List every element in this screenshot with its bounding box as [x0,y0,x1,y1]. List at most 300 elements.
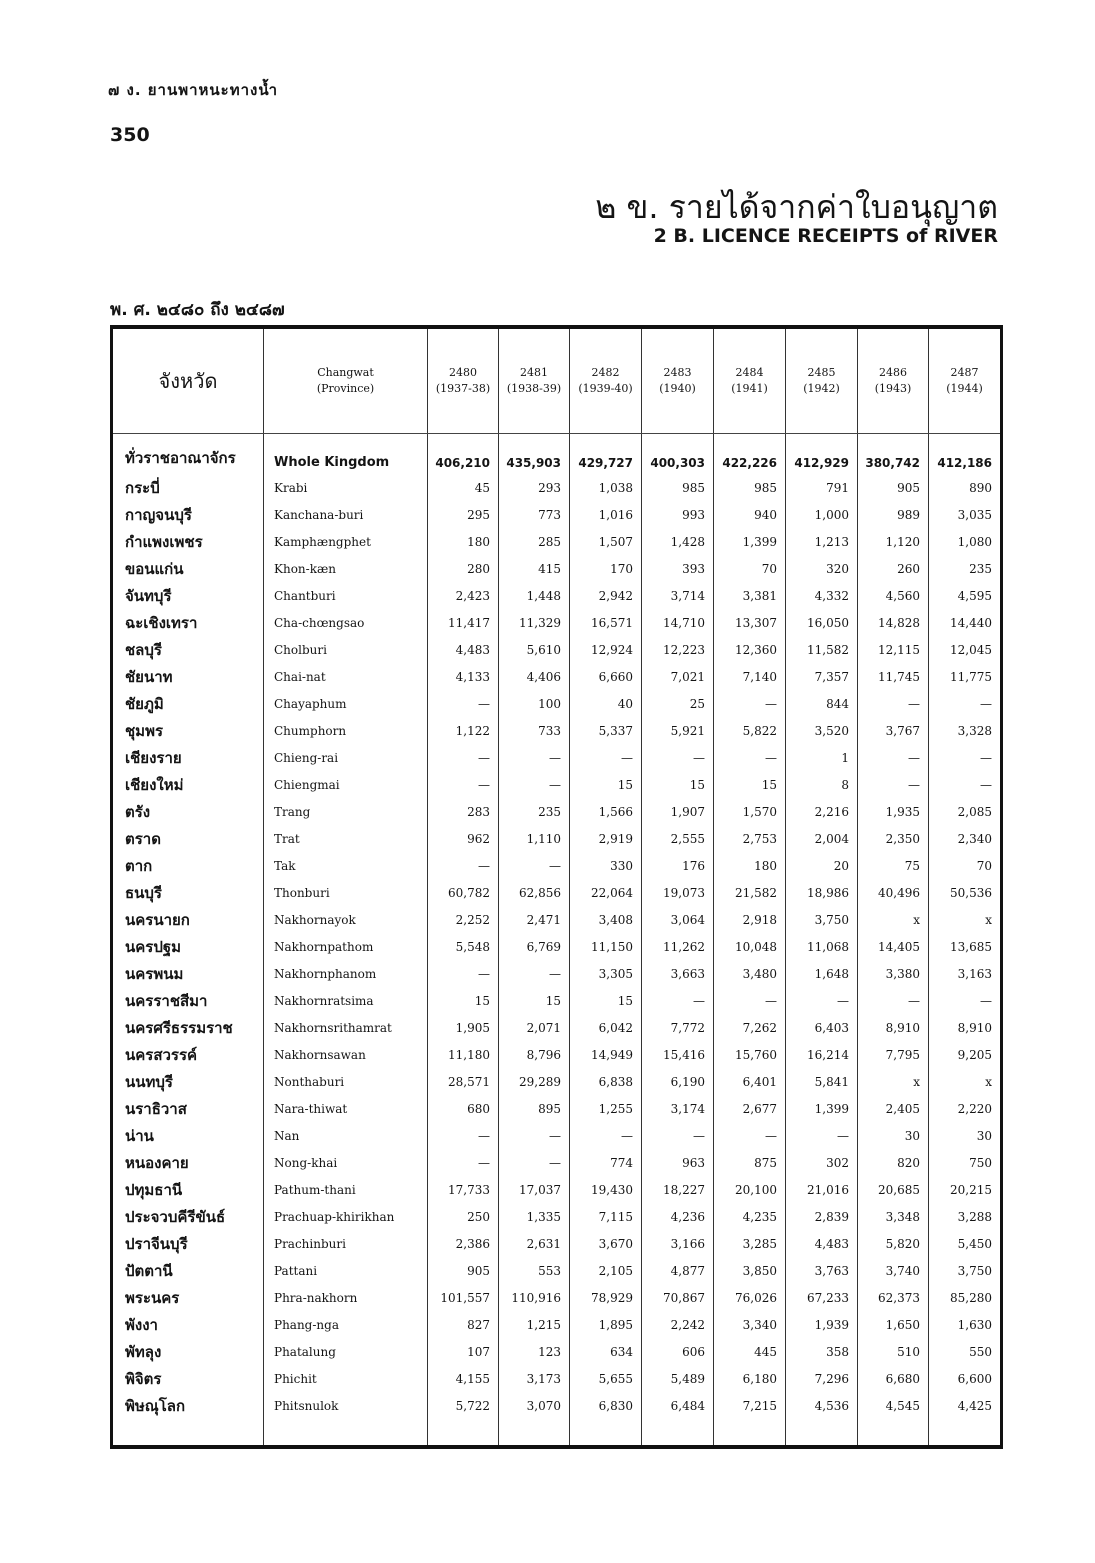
value-cell: 11,262 [642,933,714,960]
value-cell: 1,399 [786,1095,858,1122]
province-thai: ฉะเชิงเทรา [112,609,264,636]
table-row [112,1365,1002,1392]
value-cell: 634 [570,1338,642,1365]
value-cell: 2,220 [957,1101,992,1116]
value-cell: 3,663 [642,960,714,987]
value-cell: 6,680 [858,1365,929,1392]
province-english: Chumphorn [264,717,428,744]
value-cell: 750 [969,1155,992,1170]
value-cell: 5,655 [570,1365,642,1392]
value-cell: 302 [786,1149,858,1176]
value-cell: 890 [969,480,992,495]
value-cell: — [714,744,786,771]
value-cell: 85,280 [950,1290,992,1305]
table-row [112,1284,1002,1311]
value-cell: 20,685 [858,1176,929,1203]
value-cell: 180 [714,852,786,879]
value-cell: 3,670 [570,1230,642,1257]
province-english: Phang-nga [264,1311,428,1338]
province-english: Krabi [264,474,428,501]
value-cell: 19,430 [570,1176,642,1203]
value-cell: 7,772 [642,1014,714,1041]
value-cell: 29,289 [499,1068,570,1095]
value-cell: 320 [786,555,858,582]
province-thai: เชียงใหม่ [112,771,264,798]
value-cell: 14,828 [858,609,929,636]
value-cell: 1,110 [499,825,570,852]
value-cell: 11,180 [428,1041,499,1068]
value-cell: 1,566 [570,798,642,825]
value-cell: 820 [858,1149,929,1176]
licence-receipts-table [110,325,1003,1449]
province-english: Nakhornratsima [264,987,428,1014]
province-thai: ชุมพร [112,717,264,744]
value-cell: 1 [786,744,858,771]
value-cell: — [980,750,992,765]
value-cell: 4,483 [786,1230,858,1257]
table-row [112,1257,1002,1284]
value-cell: 435,903 [499,434,570,475]
table-row [112,960,1002,987]
province-english: Nan [264,1122,428,1149]
value-cell: 5,450 [957,1236,992,1251]
value-cell: 1,399 [714,528,786,555]
value-cell: 3,035 [957,507,992,522]
value-cell: 2,105 [570,1257,642,1284]
province-english: Kanchana-buri [264,501,428,528]
header-year: 2481 [520,366,548,379]
filler-cell [264,1419,428,1447]
province-english: Whole Kingdom [264,434,428,475]
value-cell: — [980,993,992,1008]
value-cell: 4,877 [642,1257,714,1284]
column-header-year [929,327,1002,434]
value-cell: 2,631 [499,1230,570,1257]
table-row [112,1014,1002,1041]
table-row [112,555,1002,582]
value-cell: 5,610 [499,636,570,663]
value-cell: 2,242 [642,1311,714,1338]
province-thai: พังงา [112,1311,264,1338]
header-year: 2487 [950,366,979,379]
value-cell: 25 [642,690,714,717]
province-thai: ทั่วราชอาณาจักร [112,434,264,475]
value-cell: — [858,744,929,771]
province-thai: ชัยภูมิ [112,690,264,717]
value-cell: 75 [858,852,929,879]
province-thai: นครราชสีมา [112,987,264,1014]
column-header-year [858,327,929,434]
filler-cell [570,1419,642,1447]
value-cell: 6,190 [642,1068,714,1095]
value-cell: 1,000 [786,501,858,528]
value-cell: — [499,744,570,771]
value-cell: 60,782 [428,879,499,906]
value-cell: 1,907 [642,798,714,825]
value-cell: 14,710 [642,609,714,636]
value-cell: 6,401 [714,1068,786,1095]
value-cell: 15 [642,771,714,798]
value-cell: 791 [786,474,858,501]
value-cell: 280 [428,555,499,582]
header-period: (1939-40) [578,382,633,395]
value-cell: 18,227 [642,1176,714,1203]
value-cell: 123 [499,1338,570,1365]
value-cell: 4,155 [428,1365,499,1392]
value-cell: x [858,1068,929,1095]
value-cell: 2,386 [428,1230,499,1257]
value-cell: 3,163 [957,966,992,981]
value-cell: — [786,987,858,1014]
province-thai: นครพนม [112,960,264,987]
value-cell: 283 [428,798,499,825]
table-row [112,1203,1002,1230]
value-cell: x [985,1074,992,1089]
province-thai: ปราจีนบุรี [112,1230,264,1257]
value-cell: 6,660 [570,663,642,690]
value-cell: 2,350 [858,825,929,852]
province-thai: พัทลุง [112,1338,264,1365]
header-period: (1941) [731,382,768,395]
value-cell: — [858,690,929,717]
column-header-year [428,327,499,434]
table-row [112,582,1002,609]
value-cell: 3,380 [858,960,929,987]
value-cell: 7,296 [786,1365,858,1392]
value-cell: 4,536 [786,1392,858,1419]
value-cell: 10,048 [714,933,786,960]
value-cell: 1,895 [570,1311,642,1338]
province-english: Trat [264,825,428,852]
value-cell: 3,305 [570,960,642,987]
value-cell: 2,942 [570,582,642,609]
value-cell: 4,425 [957,1398,992,1413]
value-cell: 6,042 [570,1014,642,1041]
value-cell: 2,471 [499,906,570,933]
value-cell: 6,180 [714,1365,786,1392]
value-cell: 844 [786,690,858,717]
value-cell: 895 [499,1095,570,1122]
value-cell: 8 [786,771,858,798]
value-cell: 2,071 [499,1014,570,1041]
value-cell: 3,340 [714,1311,786,1338]
value-cell: 107 [428,1338,499,1365]
filler-cell [714,1419,786,1447]
table-row [112,663,1002,690]
value-cell: — [428,1149,499,1176]
value-cell: 550 [969,1344,992,1359]
value-cell: 180 [428,528,499,555]
value-cell: 7,215 [714,1392,786,1419]
header-province: (Province) [316,382,375,395]
value-cell: 17,733 [428,1176,499,1203]
value-cell: 70 [976,858,992,873]
value-cell: 3,328 [957,723,992,738]
header-period: (1944) [946,382,983,395]
value-cell: 21,582 [714,879,786,906]
value-cell: 3,714 [642,582,714,609]
value-cell: 17,037 [499,1176,570,1203]
header-year: 2480 [449,366,477,379]
value-cell: 380,742 [858,434,929,475]
value-cell: 905 [428,1257,499,1284]
table-row [112,609,1002,636]
value-cell: 20,100 [714,1176,786,1203]
value-cell: 7,795 [858,1041,929,1068]
column-header-year [714,327,786,434]
value-cell: 1,905 [428,1014,499,1041]
value-cell: 16,050 [786,609,858,636]
table-row [112,1311,1002,1338]
value-cell: 18,986 [786,879,858,906]
value-cell: 3,381 [714,582,786,609]
province-thai: นราธิวาส [112,1095,264,1122]
value-cell: 4,236 [642,1203,714,1230]
value-cell: — [858,987,929,1014]
header-period: (1938-39) [506,382,562,395]
province-thai: หนองคาย [112,1149,264,1176]
value-cell: 5,820 [858,1230,929,1257]
value-cell: — [714,1122,786,1149]
table-total-row [112,434,1002,475]
filler-cell [786,1419,858,1447]
value-cell: 2,677 [714,1095,786,1122]
value-cell: 4,595 [957,588,992,603]
value-cell: 260 [858,555,929,582]
value-cell: 67,233 [786,1284,858,1311]
value-cell: 70 [714,555,786,582]
province-thai: ปทุมธานี [112,1176,264,1203]
value-cell: 2,085 [957,804,992,819]
value-cell: 3,740 [858,1257,929,1284]
value-cell: 20,215 [950,1182,992,1197]
value-cell: 3,174 [642,1095,714,1122]
value-cell: — [428,852,499,879]
province-thai: พิษณุโลก [112,1392,264,1419]
header-period: (1937-38) [435,382,491,395]
value-cell: 28,571 [428,1068,499,1095]
table-row [112,1095,1002,1122]
province-english: Tak [264,852,428,879]
period-thai: พ. ศ. ๒๔๘๐ ถึง ๒๔๘๗ [110,300,285,320]
value-cell: 4,406 [499,663,570,690]
value-cell: 22,064 [570,879,642,906]
value-cell: 827 [428,1311,499,1338]
value-cell: 15 [570,771,642,798]
value-cell: 3,285 [714,1230,786,1257]
value-cell: 4,545 [858,1392,929,1419]
value-cell: 3,288 [957,1209,992,1224]
value-cell: 905 [858,474,929,501]
value-cell: 400,303 [642,434,714,475]
value-cell: 6,769 [499,933,570,960]
value-cell: 235 [499,798,570,825]
value-cell: 11,775 [950,669,992,684]
province-english: Phatalung [264,1338,428,1365]
value-cell: 14,405 [858,933,929,960]
province-thai: กำแพงเพชร [112,528,264,555]
value-cell: 6,838 [570,1068,642,1095]
value-cell: 606 [642,1338,714,1365]
value-cell: — [642,744,714,771]
value-cell: 3,408 [570,906,642,933]
value-cell: 2,405 [858,1095,929,1122]
filler-cell [642,1419,714,1447]
value-cell: 1,215 [499,1311,570,1338]
value-cell: 13,307 [714,609,786,636]
value-cell: — [499,771,570,798]
value-cell: 962 [428,825,499,852]
filler-cell [929,1419,1002,1447]
value-cell: 30 [858,1122,929,1149]
table-row [112,636,1002,663]
filler-cell [428,1419,499,1447]
value-cell: 985 [714,474,786,501]
value-cell: — [714,987,786,1014]
value-cell: — [428,1122,499,1149]
value-cell: 1,255 [570,1095,642,1122]
value-cell: 3,348 [858,1203,929,1230]
value-cell: 3,750 [957,1263,992,1278]
value-cell: 1,213 [786,528,858,555]
value-cell: — [570,744,642,771]
value-cell: 40 [570,690,642,717]
value-cell: 11,068 [786,933,858,960]
value-cell: 1,448 [499,582,570,609]
value-cell: 963 [642,1149,714,1176]
value-cell: — [499,960,570,987]
value-cell: 5,822 [714,717,786,744]
value-cell: 1,122 [428,717,499,744]
value-cell: 12,115 [858,636,929,663]
value-cell: 2,839 [786,1203,858,1230]
value-cell: 1,016 [570,501,642,528]
value-cell: 733 [499,717,570,744]
value-cell: 11,417 [428,609,499,636]
province-english: Chieng-rai [264,744,428,771]
province-thai: ขอนแก่น [112,555,264,582]
value-cell: 16,571 [570,609,642,636]
table-row [112,771,1002,798]
value-cell: 12,924 [570,636,642,663]
province-thai: นนทบุรี [112,1068,264,1095]
province-english: Nakhornphanom [264,960,428,987]
value-cell: 1,335 [499,1203,570,1230]
value-cell: 5,489 [642,1365,714,1392]
value-cell: 1,630 [957,1317,992,1332]
value-cell: 12,223 [642,636,714,663]
table-header-row [112,327,1002,434]
value-cell: 1,648 [786,960,858,987]
value-cell: 78,929 [570,1284,642,1311]
province-english: Nakhornayok [264,906,428,933]
province-thai: ตราด [112,825,264,852]
province-english: Phichit [264,1365,428,1392]
value-cell: 2,919 [570,825,642,852]
value-cell: 774 [570,1149,642,1176]
value-cell: — [980,696,992,711]
value-cell: 295 [428,501,499,528]
value-cell: 2,753 [714,825,786,852]
value-cell: 45 [428,474,499,501]
table-row [112,1392,1002,1419]
value-cell: — [786,1122,858,1149]
province-english: Nakhornpathom [264,933,428,960]
value-cell: 101,557 [428,1284,499,1311]
value-cell: 9,205 [957,1047,992,1062]
value-cell: 1,570 [714,798,786,825]
column-header-year [499,327,570,434]
value-cell: 5,722 [428,1392,499,1419]
value-cell: 235 [969,561,992,576]
column-header-year [642,327,714,434]
value-cell: 293 [499,474,570,501]
header-changwat: Changwat [317,366,374,379]
value-cell: 14,440 [950,615,992,630]
province-thai: เชียงราย [112,744,264,771]
value-cell: 21,016 [786,1176,858,1203]
value-cell: 11,329 [499,609,570,636]
province-thai: นครสวรรค์ [112,1041,264,1068]
value-cell: — [499,852,570,879]
title-english: 2 B. LICENCE RECEIPTS of RIVER [653,225,998,247]
header-period: (1942) [803,382,840,395]
province-english: Nara-thiwat [264,1095,428,1122]
province-thai: ประจวบคีรีขันธ์ [112,1203,264,1230]
value-cell: 14,949 [570,1041,642,1068]
value-cell: 62,373 [858,1284,929,1311]
value-cell: 8,910 [858,1014,929,1041]
value-cell: 15,760 [714,1041,786,1068]
province-english: Thonburi [264,879,428,906]
value-cell: 15 [428,987,499,1014]
value-cell: 7,021 [642,663,714,690]
value-cell: 422,226 [714,434,786,475]
value-cell: 2,216 [786,798,858,825]
value-cell: 11,582 [786,636,858,663]
province-english: Prachuap-khirikhan [264,1203,428,1230]
value-cell: 8,796 [499,1041,570,1068]
value-cell: 358 [786,1338,858,1365]
value-cell: 3,173 [499,1365,570,1392]
value-cell: 7,262 [714,1014,786,1041]
header-year: 2484 [735,366,764,379]
value-cell: 406,210 [428,434,499,475]
province-english: Khon-kæn [264,555,428,582]
value-cell: 330 [570,852,642,879]
value-cell: 680 [428,1095,499,1122]
value-cell: x [858,906,929,933]
value-cell: 5,841 [786,1068,858,1095]
province-english: Pathum-thani [264,1176,428,1203]
header-year: 2483 [663,366,692,379]
province-thai: ตรัง [112,798,264,825]
title-thai: ๒ ข. รายได้จากค่าใบอนุญาต [595,188,998,226]
province-thai: น่าน [112,1122,264,1149]
province-english: Prachinburi [264,1230,428,1257]
value-cell: 1,038 [570,474,642,501]
province-thai: พิจิตร [112,1365,264,1392]
province-english: Pattani [264,1257,428,1284]
value-cell: 15 [714,771,786,798]
value-cell: 1,650 [858,1311,929,1338]
province-english: Chayaphum [264,690,428,717]
header-year: 2485 [807,366,836,379]
header-year: 2486 [879,366,907,379]
province-english: Kamphængphet [264,528,428,555]
value-cell: 2,423 [428,582,499,609]
province-thai: ตาก [112,852,264,879]
